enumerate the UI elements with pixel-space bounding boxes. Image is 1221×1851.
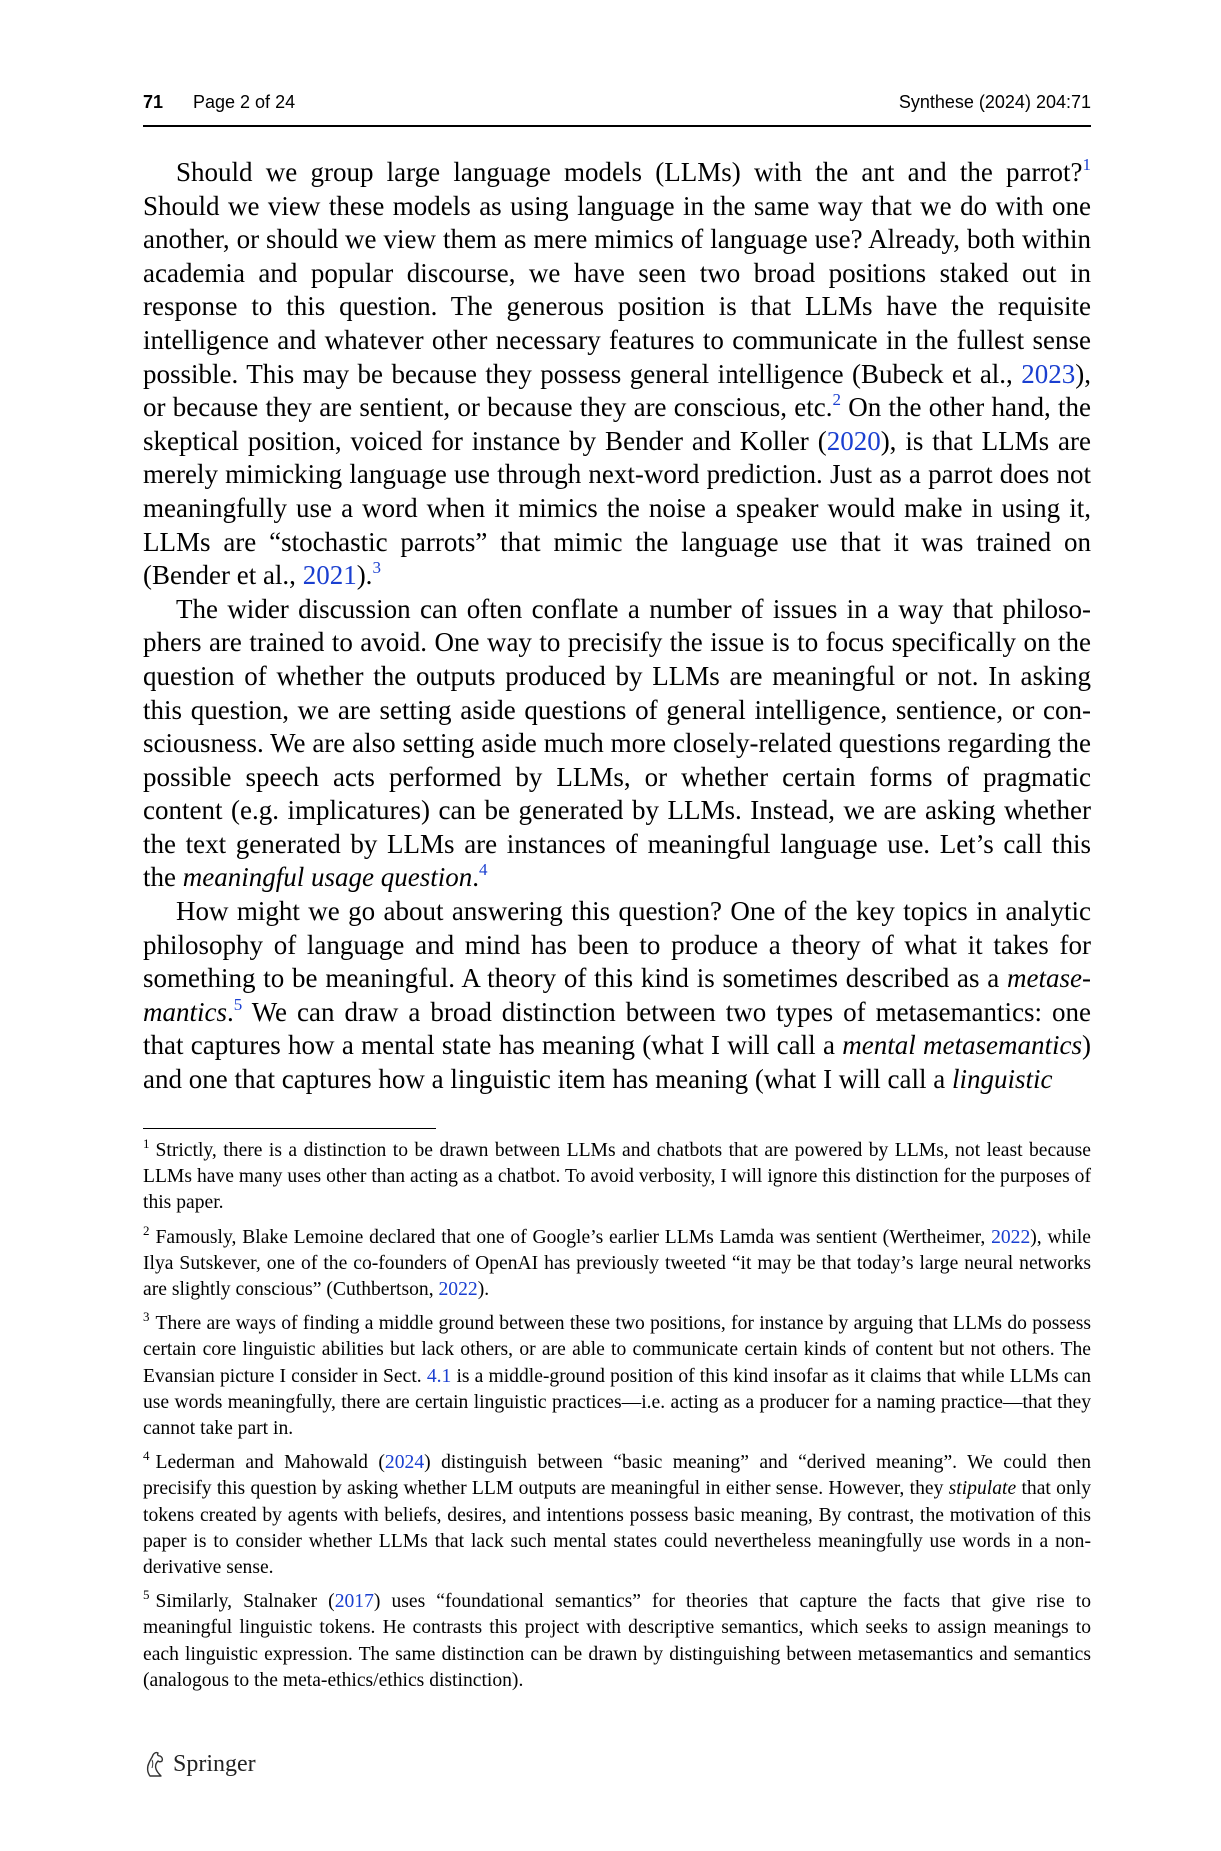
footnote-1: [143, 1138, 1091, 1217]
citation-link-lederman-2024[interactable]: 2024: [384, 1452, 425, 1474]
springer-horse-icon: [143, 1750, 167, 1778]
footnote-link-5[interactable]: 5: [233, 994, 243, 1014]
emphasis: meaningful usage question: [182, 862, 473, 893]
text-run: On the other hand, the skeptical position, voiced for instance by Bender and Koller (: [143, 392, 1091, 456]
footnote-link-4[interactable]: 4: [478, 860, 488, 880]
footnote-text: ) distinguish between “basic meaning” and “derived meaning”. We could then precisify this question by asking whether LLM outputs are meaningful in either sense. However, they: [143, 1452, 1091, 1500]
footnote-text: ) uses “foundational semantics” for theories that capture the facts that give rise to meaningful linguistic tokens. He contrasts this project with descriptive semantics, which seeks to assign meanings to each linguistic expression. The same distinction can be drawn by distinguishing between metasemantics and semantics (analogous to the meta-ethics/ethics distinction).: [143, 1591, 1091, 1691]
footnote-number: 5: [143, 1587, 150, 1603]
publisher-name: Springer: [173, 1750, 256, 1777]
footnote-text: Lederman and Mahowald (: [155, 1452, 385, 1474]
text-run: Should we group large language models (LLMs) with the ant and the parrot?: [176, 157, 1083, 187]
footnote-4: [143, 1450, 1091, 1581]
footnote-text: Famously, Blake Lemoine declared that one of Google’s earlier LLMs Lamda was sentient (Wertheimer,: [155, 1226, 992, 1248]
footnote-link-2[interactable]: 2: [832, 390, 842, 410]
footnote-text: ), while Ilya Sutskever, one of the co-founders of OpenAI has previously tweeted “it may be that today’s large neural networks are slightly conscious” (Cuthbertson,: [143, 1226, 1091, 1301]
text-run: The wider discussion can often conflate a number of issues in a way that philosophers are trained to avoid. One way to precisify the issue is to focus specifically on the question of whether the outputs produced by LLMs are meaningful or not. In asking this question, we are setting aside questions of general intelligence, sentience, or consciousness. We are also setting aside much more closely-related questions regarding the possible speech acts performed by LLMs, or whether certain forms of pragmatic content (e.g. implicatures) can be generated by LLMs. Instead, we are asking whether the text generated by LLMs are instances of meaningful language use. Let’s call this the: [143, 593, 1091, 893]
emphasis: stipulate: [948, 1478, 1017, 1500]
footnote-link-1[interactable]: 1: [1082, 155, 1091, 174]
paragraph-3: [143, 895, 1091, 1097]
citation-link-bender-koller-2020[interactable]: 2020: [826, 425, 881, 456]
footnote-text: is a middle-ground position of this kind insofar as it claims that while LLMs can use words meaningfully, there are certain linguistic practices—i.e. acting as a producer for a naming practice—that they cannot take part in.: [143, 1365, 1092, 1440]
paragraph-1: [143, 156, 1091, 593]
footnote-link-3[interactable]: 3: [372, 558, 381, 578]
footnote-rule: [143, 1128, 436, 1129]
text-run: ), or because they are sentient, or because they are conscious, etc.: [143, 358, 1091, 423]
citation-link-stalnaker-2017[interactable]: 2017: [334, 1591, 374, 1613]
footnote-number: 1: [143, 1136, 150, 1151]
text-run: ), is that LLMs are merely mimicking language use through next-word prediction. Just as a parrot does not meaningfully use a word when it mimics the noise a speaker would make in using it, LLMs are “stochastic parrots” that mimic the language use that it was trained on (Bender et al.,: [143, 425, 1091, 591]
footnote-text: There are ways of finding a middle ground between these two positions, for instance by arguing that LLMs do possess certain core linguistic abilities but lack others, or are able to communicate certain kinds of content but not others. The Evansian picture I consider in Sect.: [143, 1313, 1091, 1387]
page-of-count: Page 2 of 24: [193, 92, 296, 112]
text-run: We can draw a broad distinction between two types of metasemantics: one that captures how a mental state has meaning (what I will call a: [143, 996, 1091, 1061]
text-run: ).: [356, 560, 373, 591]
citation-link-bender-2021[interactable]: 2021: [302, 560, 357, 591]
footnote-5: [143, 1589, 1091, 1694]
paragraph-2: [143, 593, 1091, 895]
footnote-number: 4: [143, 1448, 150, 1464]
text-run: .: [227, 996, 234, 1027]
emphasis: linguistic: [952, 1064, 1053, 1095]
section-link-4-1[interactable]: 4.1: [426, 1365, 452, 1387]
footnote-text: that only tokens created by agents with beliefs, desires, and intentions possess basic meaning, By contrast, the motivation of this paper is to consider whether LLMs that lack such mental states could nevertheless meaningfully use words in a non-derivative sense.: [143, 1478, 1091, 1579]
text-run: .: [472, 862, 479, 893]
running-header: [143, 92, 1091, 122]
journal-citation: Synthese (2024) 204:71: [898, 92, 1091, 112]
publisher-footer: [143, 1748, 256, 1780]
footnote-text: Similarly, Stalnaker (: [155, 1591, 335, 1613]
text-run: Should we view these models as using language in the same way that we do with one another, or should we view them as mere mimics of language use? Already, both within academia and popular discourse, we have seen two broad positions staked out in response to this question. The generous position is that LLMs have the requisite intelligence and whatever other necessary features to communicate in the fullest sense possible. This may be because they possess general intelligence (Bubeck et al.,: [143, 190, 1091, 389]
text-run: ) and one that captures how a linguistic item has meaning (what I will call a: [143, 1030, 1091, 1095]
emphasis: metasemantics: [143, 963, 1091, 1027]
page-number: 71: [143, 92, 164, 112]
footnote-number: 2: [143, 1222, 150, 1238]
citation-link-bubeck-2023[interactable]: 2023: [1021, 358, 1076, 389]
footnote-text: Strictly, there is a distinction to be drawn between LLMs and chatbots that are powered by LLMs, not least because LLMs have many uses other than acting as a chatbot. To avoid verbosity, I will ignore this distinction for the purposes of this paper.: [143, 1140, 1091, 1214]
text-run: How might we go about answering this question? One of the key topics in analytic philosophy of language and mind has been to produce a theory of what it takes for something to be meaningful. A theory of this kind is sometimes described as a: [143, 896, 1091, 994]
footnote-2: [143, 1222, 1091, 1304]
footnote-text: ).: [477, 1279, 490, 1301]
footnotes: [143, 1138, 1091, 1702]
header-rule: [143, 125, 1091, 127]
footnote-number: 3: [143, 1309, 150, 1325]
citation-link-cuthbertson-2022[interactable]: 2022: [438, 1279, 478, 1301]
citation-link-wertheimer-2022[interactable]: 2022: [991, 1226, 1031, 1248]
main-text: [143, 156, 1091, 1097]
emphasis: mental metasemantics: [842, 1030, 1082, 1061]
footnote-3: [143, 1311, 1091, 1442]
